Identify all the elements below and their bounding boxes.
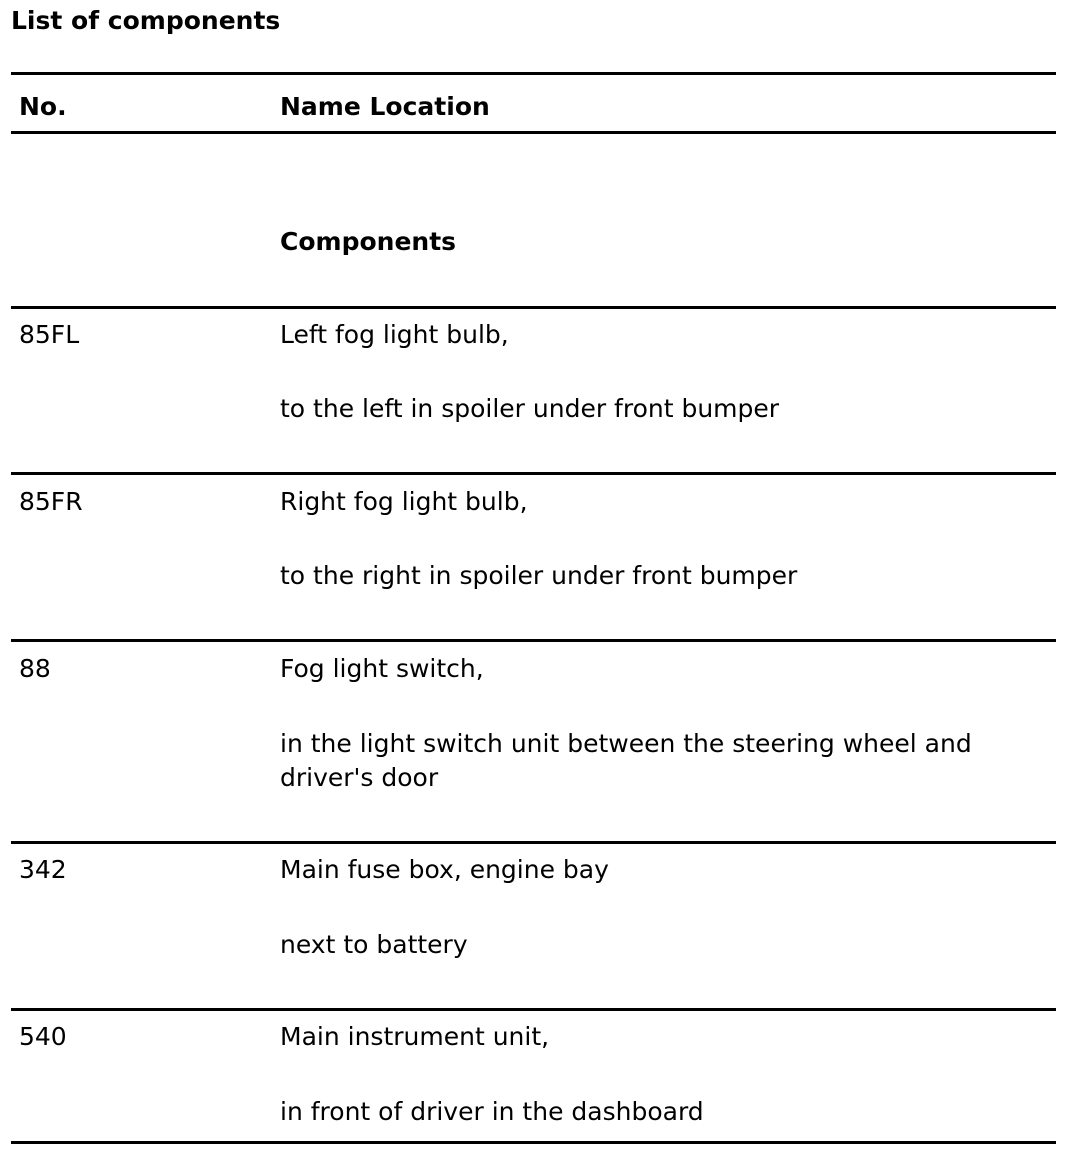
row-number: 342 (19, 855, 67, 884)
row-location: in front of driver in the dashboard (280, 1097, 704, 1126)
row-location: in the light switch unit between the steering wheel and driver's door (280, 729, 972, 792)
row-divider (11, 841, 1056, 844)
row-name: Fog light switch, (280, 654, 484, 683)
row-number: 88 (19, 654, 51, 683)
row-divider (11, 1008, 1056, 1011)
row-divider (11, 472, 1056, 475)
header-name-location: Name Location (280, 92, 490, 121)
row-name: Right fog light bulb, (280, 487, 528, 516)
section-heading: Components (280, 227, 457, 256)
header-bottom-rule (11, 131, 1056, 134)
row-location: to the left in spoiler under front bumper (280, 394, 780, 423)
row-location: to the right in spoiler under front bumper (280, 561, 798, 590)
row-location: next to battery (280, 930, 468, 959)
row-divider (11, 639, 1056, 642)
row-number: 85FL (19, 320, 80, 349)
row-number: 85FR (19, 487, 83, 516)
header-number: No. (19, 92, 67, 121)
page-title: List of components (11, 6, 281, 35)
row-number: 540 (19, 1022, 67, 1051)
row-name: Left fog light bulb, (280, 320, 509, 349)
table-bottom-rule (11, 1141, 1056, 1144)
row-name: Main instrument unit, (280, 1022, 550, 1051)
row-name: Main fuse box, engine bay (280, 855, 609, 884)
row-divider (11, 306, 1056, 309)
table-top-rule (11, 72, 1056, 75)
